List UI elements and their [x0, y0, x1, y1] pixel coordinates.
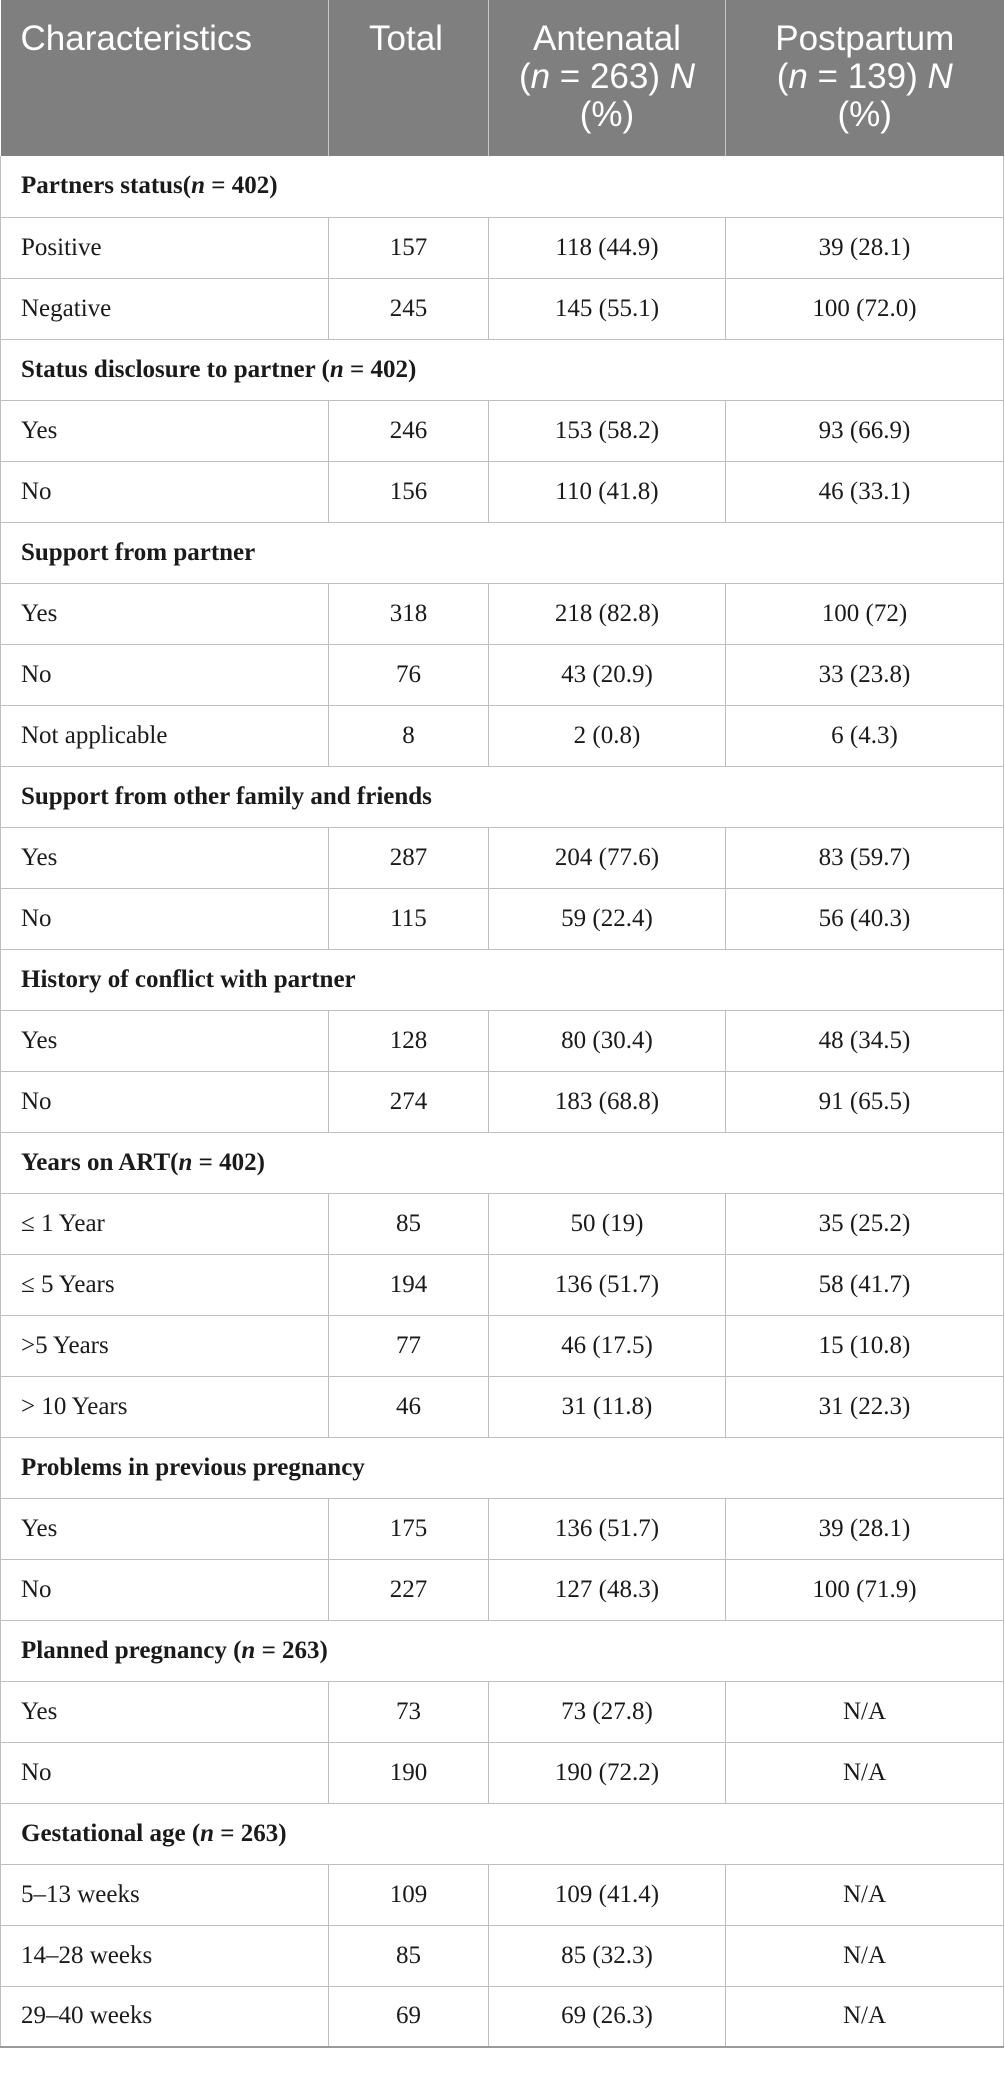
total-cell: 8	[329, 705, 489, 766]
row-label: Yes	[1, 1498, 329, 1559]
total-cell: 246	[329, 400, 489, 461]
section-header-row	[1, 522, 1004, 583]
postpartum-cell: 100 (71.9)	[726, 1559, 1004, 1620]
antenatal-cell: 145 (55.1)	[489, 278, 726, 339]
row-label: No	[1, 1071, 329, 1132]
antenatal-cell: 153 (58.2)	[489, 400, 726, 461]
row-label: 5–13 weeks	[1, 1864, 329, 1925]
total-cell: 73	[329, 1681, 489, 1742]
postpartum-cell: N/A	[726, 1864, 1004, 1925]
postpartum-cell: 100 (72.0)	[726, 278, 1004, 339]
postpartum-cell: 100 (72)	[726, 583, 1004, 644]
table-row	[1, 1071, 1004, 1132]
table-row	[1, 1376, 1004, 1437]
antenatal-cell: 59 (22.4)	[489, 888, 726, 949]
table-body	[1, 156, 1004, 2047]
row-label: Not applicable	[1, 705, 329, 766]
section-title: Planned pregnancy (n = 263)	[1, 1620, 1004, 1681]
total-cell: 69	[329, 1986, 489, 2047]
postpartum-cell: 39 (28.1)	[726, 217, 1004, 278]
table-header	[1, 0, 1004, 156]
row-label: Yes	[1, 1681, 329, 1742]
table-row	[1, 1498, 1004, 1559]
header-characteristics: Characteristics	[1, 0, 329, 156]
row-label: ≤ 1 Year	[1, 1193, 329, 1254]
antenatal-cell: 204 (77.6)	[489, 827, 726, 888]
antenatal-cell: 69 (26.3)	[489, 1986, 726, 2047]
row-label: >5 Years	[1, 1315, 329, 1376]
header-row	[1, 0, 1004, 156]
antenatal-cell: 136 (51.7)	[489, 1254, 726, 1315]
row-label: 14–28 weeks	[1, 1925, 329, 1986]
table-row	[1, 827, 1004, 888]
row-label: 29–40 weeks	[1, 1986, 329, 2047]
section-header-row	[1, 1437, 1004, 1498]
antenatal-cell: 31 (11.8)	[489, 1376, 726, 1437]
total-cell: 318	[329, 583, 489, 644]
antenatal-cell: 110 (41.8)	[489, 461, 726, 522]
section-title: Gestational age (n = 263)	[1, 1803, 1004, 1864]
antenatal-cell: 109 (41.4)	[489, 1864, 726, 1925]
antenatal-cell: 118 (44.9)	[489, 217, 726, 278]
total-cell: 76	[329, 644, 489, 705]
total-cell: 175	[329, 1498, 489, 1559]
total-cell: 46	[329, 1376, 489, 1437]
postpartum-cell: N/A	[726, 1742, 1004, 1803]
postpartum-cell: N/A	[726, 1925, 1004, 1986]
section-header-row	[1, 766, 1004, 827]
table-row	[1, 1254, 1004, 1315]
table-row	[1, 1193, 1004, 1254]
section-title: Years on ART(n = 402)	[1, 1132, 1004, 1193]
table-row	[1, 217, 1004, 278]
postpartum-cell: 31 (22.3)	[726, 1376, 1004, 1437]
section-header-row	[1, 1803, 1004, 1864]
total-cell: 85	[329, 1925, 489, 1986]
postpartum-cell: N/A	[726, 1986, 1004, 2047]
table-row	[1, 1315, 1004, 1376]
antenatal-cell: 85 (32.3)	[489, 1925, 726, 1986]
section-header-row	[1, 156, 1004, 217]
section-header-row	[1, 949, 1004, 1010]
table-row	[1, 1986, 1004, 2047]
table-row	[1, 705, 1004, 766]
row-label: No	[1, 888, 329, 949]
total-cell: 274	[329, 1071, 489, 1132]
postpartum-cell: 56 (40.3)	[726, 888, 1004, 949]
table-row	[1, 1742, 1004, 1803]
total-cell: 194	[329, 1254, 489, 1315]
antenatal-cell: 127 (48.3)	[489, 1559, 726, 1620]
row-label: Yes	[1, 583, 329, 644]
section-header-row	[1, 339, 1004, 400]
postpartum-cell: 83 (59.7)	[726, 827, 1004, 888]
row-label: Yes	[1, 400, 329, 461]
header-total: Total	[329, 0, 489, 156]
antenatal-cell: 73 (27.8)	[489, 1681, 726, 1742]
row-label: No	[1, 461, 329, 522]
antenatal-cell: 43 (20.9)	[489, 644, 726, 705]
postpartum-cell: 58 (41.7)	[726, 1254, 1004, 1315]
total-cell: 156	[329, 461, 489, 522]
section-title: History of conflict with partner	[1, 949, 1004, 1010]
table-row	[1, 400, 1004, 461]
section-title: Support from other family and friends	[1, 766, 1004, 827]
table-row	[1, 644, 1004, 705]
table-row	[1, 1681, 1004, 1742]
postpartum-cell: 33 (23.8)	[726, 644, 1004, 705]
row-label: No	[1, 1559, 329, 1620]
section-title: Status disclosure to partner (n = 402)	[1, 339, 1004, 400]
table-row	[1, 278, 1004, 339]
row-label: ≤ 5 Years	[1, 1254, 329, 1315]
total-cell: 157	[329, 217, 489, 278]
row-label: Positive	[1, 217, 329, 278]
row-label: > 10 Years	[1, 1376, 329, 1437]
antenatal-cell: 2 (0.8)	[489, 705, 726, 766]
table-row	[1, 888, 1004, 949]
postpartum-cell: 91 (65.5)	[726, 1071, 1004, 1132]
section-title: Support from partner	[1, 522, 1004, 583]
postpartum-cell: 35 (25.2)	[726, 1193, 1004, 1254]
total-cell: 190	[329, 1742, 489, 1803]
total-cell: 109	[329, 1864, 489, 1925]
postpartum-cell: 15 (10.8)	[726, 1315, 1004, 1376]
total-cell: 85	[329, 1193, 489, 1254]
table-row	[1, 1010, 1004, 1071]
section-title: Problems in previous pregnancy	[1, 1437, 1004, 1498]
section-title: Partners status(n = 402)	[1, 156, 1004, 217]
postpartum-cell: 93 (66.9)	[726, 400, 1004, 461]
header-postpartum: Postpartum (n = 139) N (%)	[726, 0, 1004, 156]
postpartum-cell: N/A	[726, 1681, 1004, 1742]
antenatal-cell: 50 (19)	[489, 1193, 726, 1254]
antenatal-cell: 190 (72.2)	[489, 1742, 726, 1803]
table-row	[1, 1559, 1004, 1620]
section-header-row	[1, 1620, 1004, 1681]
row-label: No	[1, 644, 329, 705]
total-cell: 287	[329, 827, 489, 888]
table-row	[1, 461, 1004, 522]
total-cell: 128	[329, 1010, 489, 1071]
antenatal-cell: 46 (17.5)	[489, 1315, 726, 1376]
row-label: Negative	[1, 278, 329, 339]
postpartum-cell: 39 (28.1)	[726, 1498, 1004, 1559]
total-cell: 115	[329, 888, 489, 949]
table-row	[1, 1864, 1004, 1925]
postpartum-cell: 46 (33.1)	[726, 461, 1004, 522]
row-label: Yes	[1, 827, 329, 888]
table-row	[1, 583, 1004, 644]
table-row	[1, 1925, 1004, 1986]
header-antenatal: Antenatal (n = 263) N (%)	[489, 0, 726, 156]
section-header-row	[1, 1132, 1004, 1193]
antenatal-cell: 80 (30.4)	[489, 1010, 726, 1071]
antenatal-cell: 183 (68.8)	[489, 1071, 726, 1132]
postpartum-cell: 6 (4.3)	[726, 705, 1004, 766]
row-label: Yes	[1, 1010, 329, 1071]
row-label: No	[1, 1742, 329, 1803]
total-cell: 77	[329, 1315, 489, 1376]
total-cell: 245	[329, 278, 489, 339]
total-cell: 227	[329, 1559, 489, 1620]
antenatal-cell: 136 (51.7)	[489, 1498, 726, 1559]
antenatal-cell: 218 (82.8)	[489, 583, 726, 644]
postpartum-cell: 48 (34.5)	[726, 1010, 1004, 1071]
